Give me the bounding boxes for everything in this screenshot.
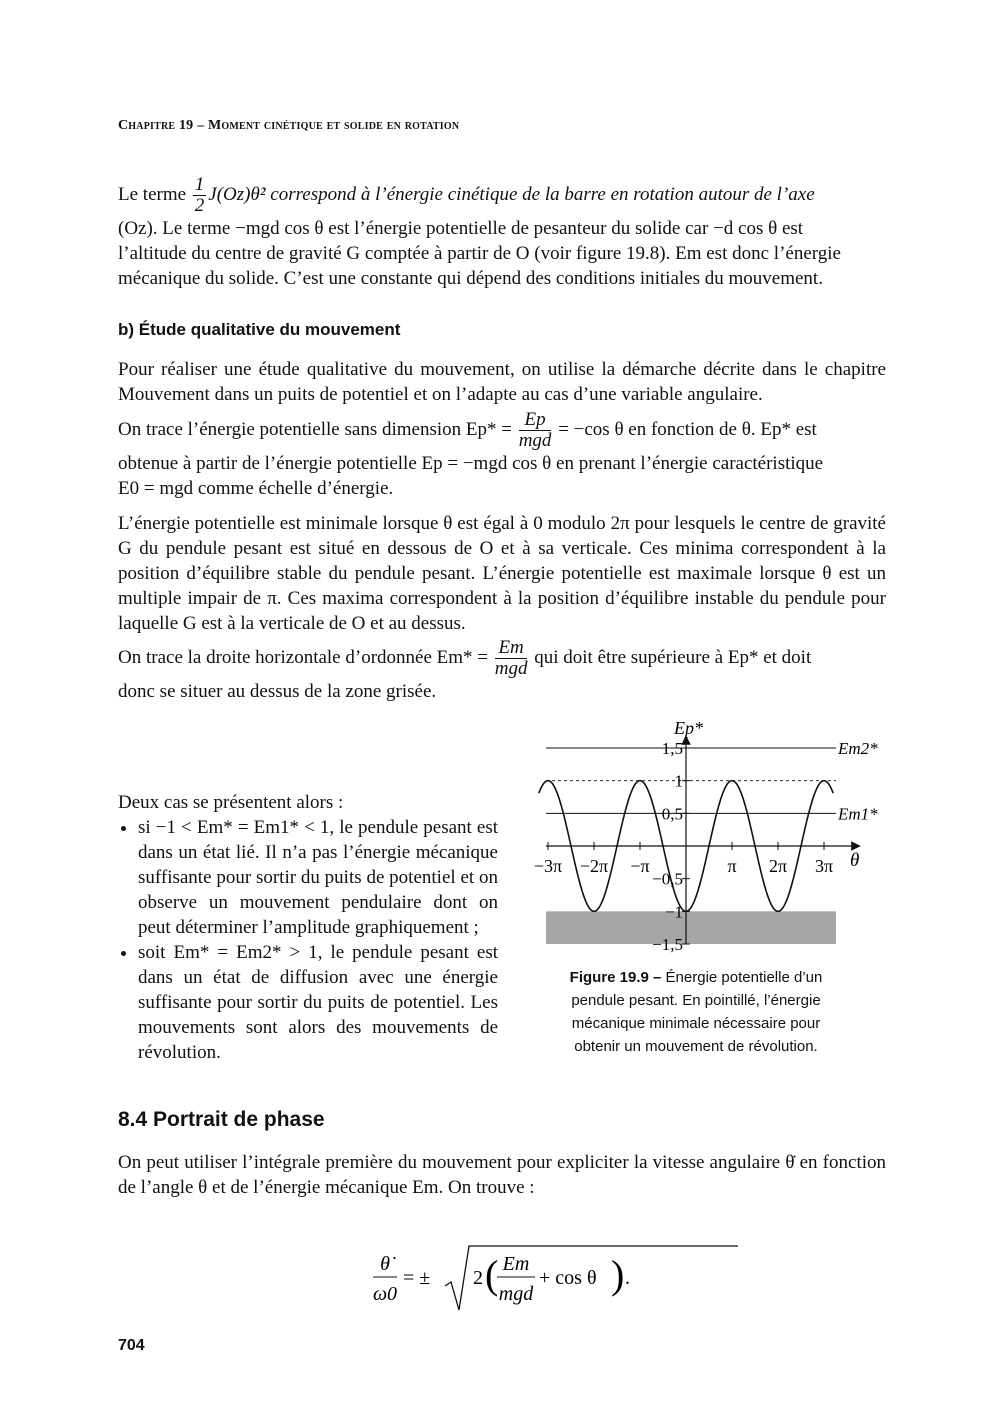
figure-potential-energy — [533, 708, 878, 968]
y-tick-label: −1,5 — [652, 935, 683, 954]
case-bound-state: • si −1 < Em* = Em1* < 1, le pendule pesant est dans un état lié. Il n’a pas l’énergie mécanique suffisante pour sortir du puits de potentiel et on observe un mouvement pendulaire dont on peut déterminer l’amplitude graphiquement ; — [138, 815, 498, 940]
chart-svg — [533, 708, 878, 968]
equation-svg — [373, 1240, 673, 1320]
frac-den: 2 — [194, 195, 205, 216]
cases-list — [118, 815, 498, 1065]
paragraph-qualitative-study: Pour réaliser une étude qualitative du mouvement, on utilise la démarche décrite dans le chapitre Mouvement dans un puits de potentiel et on l’adapte au cas d’une variable angulaire. — [118, 359, 886, 405]
y-tick-label: −1 — [664, 902, 683, 922]
para3-line1 — [118, 410, 886, 451]
frac-num: Ep — [519, 410, 552, 431]
eq-pm: = ± — [403, 1267, 431, 1289]
para5-text-b: qui doit être supérieure à Ep* et doit — [529, 646, 812, 668]
fraction-em-mgd — [495, 638, 528, 679]
figure-caption — [548, 966, 844, 1058]
x-tick-label: 3π — [814, 856, 834, 876]
frac-den: mgd — [494, 658, 528, 679]
equation-angular-velocity — [373, 1240, 673, 1320]
para1-line1 — [118, 175, 886, 216]
label-em1: Em1* — [838, 804, 878, 824]
eq-two: 2 — [473, 1267, 483, 1289]
y-tick-label: 1,5 — [661, 739, 683, 758]
eq-paren-right: ) — [611, 1252, 625, 1297]
paragraph-horizontal-line — [118, 638, 886, 704]
section-title: 8.4 Portrait de phase — [118, 1108, 325, 1131]
para1-line4: mécanique du solide. C’est une constante qui dépend des conditions initiales du mouvement. — [118, 268, 823, 289]
para5-line2: donc se situer au dessus de la zone grisée. — [118, 681, 437, 702]
x-tick-label: −π — [630, 856, 650, 876]
eq-paren-left: ( — [485, 1252, 499, 1297]
eq-plus-cos: + cos θ — [539, 1267, 597, 1289]
paragraph-phase-portrait: On peut utiliser l’intégrale première du mouvement pour expliciter la vitesse angulaire θ̇ en fonction de l’angle θ et de l’énergie mécanique Em. On trouve : — [118, 1152, 886, 1198]
frac-den: mgd — [518, 430, 552, 451]
paragraph-extrema: L’énergie potentielle est minimale lorsque θ est égal à 0 modulo 2π pour lesquels le centre de gravité G du pendule pesant est situé en dessous de O et à sa verticale. Ces minima correspondent à la position d’équilibre stable du pendule pesant. L’énergie potentielle est maximale lorsque θ est un multiple impair de π. Ces maxima correspondent à la position d’équilibre instable du pendule pour laquelle G est à la verticale de O et au dessus. — [118, 513, 886, 634]
cases-intro: Deux cas se présentent alors : — [118, 792, 344, 813]
x-ticks — [534, 842, 833, 876]
eq-lhs-den: ω0 — [372, 1283, 398, 1305]
page — [118, 0, 886, 1417]
shaded-forbidden-zone — [546, 911, 836, 944]
eq-lhs-num: θ̇ — [380, 1253, 390, 1275]
fraction-ep-mgd — [519, 410, 552, 451]
frac-num: Em — [495, 638, 528, 659]
cases-column — [118, 790, 498, 1065]
caption-label: Figure 19.9 – — [569, 969, 662, 986]
x-tick-label: π — [727, 856, 737, 876]
y-tick-label: 1 — [674, 771, 683, 791]
para3-text-b: = −cos θ en fonction de θ. Ep* est — [553, 418, 817, 440]
x-tick-label: 2π — [768, 856, 788, 876]
para5-line1 — [118, 638, 886, 679]
subsection-title: b) Étude qualitative du mouvement — [118, 320, 401, 339]
x-tick-label: −3π — [533, 856, 563, 876]
paragraph-kinetic-energy — [118, 175, 886, 291]
para5-text-a: On trace la droite horizontale d’ordonnée Em* = — [118, 646, 493, 668]
para3-text-a: On trace l’énergie potentielle sans dimension Ep* = — [118, 418, 517, 440]
running-head: Chapitre 19 – Moment cinétique et solide en rotation — [118, 118, 460, 133]
eq-period: . — [625, 1267, 630, 1289]
caption-text: Énergie potentielle d’un pendule pesant. En pointillé, l’énergie mécanique minimale nécessaire pour obtenir un mouvement de révolution. — [571, 969, 823, 1055]
frac-num: 1 — [194, 174, 205, 195]
para3-line2: obtenue à partir de l’énergie potentielle Ep = −mgd cos θ en prenant l’énergie caractéristique — [118, 453, 824, 474]
eq-frac-num: Em — [502, 1253, 530, 1275]
x-axis-label: θ — [850, 850, 860, 871]
para1-line3: l’altitude du centre de gravité G comptée à partir de O (voir figure 19.8). Em est donc l’énergie — [118, 243, 841, 264]
x-tick-label: −2π — [579, 856, 609, 876]
para1-line2: (Oz). Le terme −mgd cos θ est l’énergie potentielle de pesanteur du solide car −d cos θ est — [118, 218, 804, 239]
paragraph-dimensionless-energy — [118, 410, 886, 501]
case-diffusion-state: • soit Em* = Em2* > 1, le pendule pesant est dans un état de diffusion avec une énergie suffisante pour sortir du puits de potentiel. Les mouvements sont alors des mouvements de révolution. — [138, 940, 498, 1065]
eq-frac-den: mgd — [498, 1283, 534, 1305]
y-tick-label: 0,5 — [661, 804, 683, 824]
page-number: 704 — [118, 1337, 145, 1354]
para3-line3: E0 = mgd comme échelle d’énergie. — [118, 478, 394, 499]
y-tick-label: −0,5 — [652, 869, 683, 889]
fraction-one-half — [193, 175, 207, 216]
label-em2: Em2* — [838, 739, 878, 758]
para1-text-a: Le terme — [118, 183, 191, 205]
y-axis-label: Ep* — [674, 718, 703, 738]
para1-text-b: J(Oz)θ̇² correspond à l’énergie cinétique de la barre en rotation autour de l’axe — [208, 183, 815, 205]
